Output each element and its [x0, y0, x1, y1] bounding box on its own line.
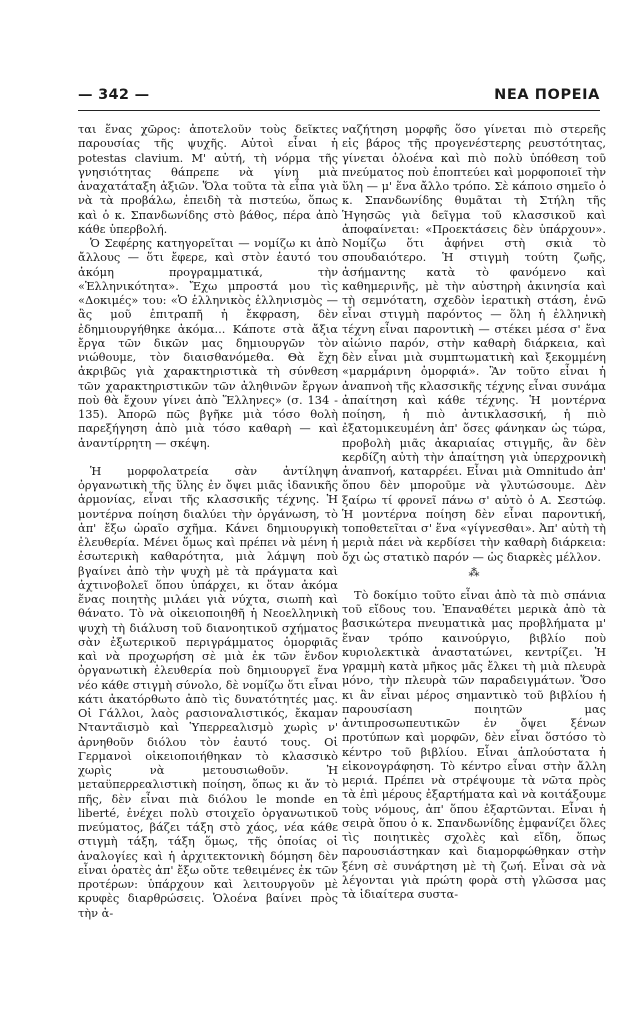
- paragraph: ται ἕνας χῶρος: ἀποτελοῦν τοὺς δεῖκτες παρουσίας τῆς ψυχῆς. Αὐτοὶ εἶναι ἡ potestas clavium. Μ' αὐτή, τὴ νόρμα τῆς γνησιότητας θάπρεπε νὰ γίνη μιὰ ἀναχατάταξη ἀξιῶν. Ὅλα τοῦτα τὰ εἶπα γιὰ νὰ τὰ προβάλω, ἐπειδὴ τὰ πιστεύω, ὅπως καὶ ὁ κ. Σπανδωνίδης στὸ βάθος, πέρα ἀπὸ κάθε ὑπερβολή.: [78, 122, 338, 236]
- page-number: — 342 —: [78, 87, 150, 103]
- paragraph: ναζήτηση μορφῆς ὅσο γίνεται πιὸ στερεῆς εἰς βάρος τῆς προγενέστερης ρευστότητας, γίνεται ὁλοένα καὶ πιὸ πολὺ ὑπόθεση τοῦ πνεύματος ποὺ ἐποπτεύει καὶ μορφοποιεῖ τὴν ὕλη — μ' ἕνα ἄλλο τρόπο. Σὲ κάποιο σημεῖο ὁ κ. Σπανδωνίδης θυμᾶται τὴ Στήλη τῆς Ἡγησῶς γιὰ δεῖγμα τοῦ κλασσικοῦ καὶ ἀποφαίνεται: «Προεκτάσεις δὲν ὑπάρχουν». Νομίζω ὅτι ἀφήνει στὴ σκιὰ τὸ σπουδαιότερο. Ἡ στιγμὴ τούτη ζωῆς, ἀσήμαντης κατὰ τὸ φανόμενο καὶ καθημερινῆς, μὲ τὴν αὐστηρὴ ἀκινησία καὶ τὴ σεμνότατη, σχεδὸν ἱερατικὴ στάση, ἐνῶ εἶναι στιγμὴ παρόντος — ὅλη ἡ ἑλληνικὴ τέχνη εἶναι παροντικὴ — στέκει μέσα σ' ἕνα αἰώνιο παρόν, στὴν καθαρὴ διάρκεια, καὶ δὲν εἶναι μιὰ συμπτωματικὴ καὶ ξεκομμένη «μαρμάρινη ὁμορφιά». Ἂν τοῦτο εἶναι ἡ ἀναπνοὴ τῆς κλασσικῆς τέχνης εἶναι συνάμα ἀπαίτηση καὶ κάθε τέχνης. Ἡ μοντέρνα ποίηση, ἡ πιὸ ἀντικλασσική, ἡ πιὸ ἐξατομικευμένη ἀπ' ὅσες φάνηκαν ὡς τώρα, προβολὴ μιᾶς ἀκαριαίας στιγμῆς, ἂν δὲν κερδίζη αὐτὴ τὴν ἀπαίτηση γιὰ ὑπερχρονικὴ ἀναπνοή, καταρρέει. Εἶναι μιὰ Omnitudo ἀπ' ὅπου δὲν μποροῦμε νὰ γλυτώσουμε. Δὲν ξαίρω τί φρονεῖ πάνω σ' αὐτὸ ὁ Α. Σεστώφ. Ἡ μοντέρνα ποίηση δὲν εἶναι παροντική, τοποθετεῖται σ' ἕνα «γίγνεσθαι». Ἀπ' αὐτὴ τὴ μεριὰ πάει νὰ κερδίσει τὴν καθαρὴ διάρκεια: ὄχι ὡς στατικὸ παρόν — ὡς διαρκὲς μέλλον.: [342, 122, 606, 564]
- left-column: [78, 122, 338, 920]
- header-rule: [78, 110, 600, 111]
- paragraph: Ὁ Σεφέρης κατηγορεῖται — νομίζω κι ἀπὸ ἄλλους — ὅτι ἔφερε, καὶ στὸν ἑαυτό του ἀκόμη προγραμματικά, τὴν «Ἑλληνικότητα». Ἔχω μπροστά μου τὶς «Δοκιμές» του: «Ὁ ἑλληνικὸς ἑλληνισμὸς — ἂς μοῦ ἐπιτραπῆ ἡ ἔκφραση, δὲν ἐδημιουργήθηκε ἀκόμα... Κάποτε στὰ ἄξια ἔργα τῶν δικῶν μας δημιουργῶν τὸν νιώθουμε, τὸν διαισθανόμεθα. Θὰ ἔχη ἀκριβῶς γιὰ χαρακτηριστικὰ τὴ σύνθεση τῶν χαρακτηριστικῶν τῶν ἀληθινῶν ἔργων ποὺ θὰ ἔχουν γίνει ἀπὸ Ἕλληνες» (σ. 134 - 135). Ἀπορῶ πῶς βγῆκε μιὰ τόσο θολὴ παρεξήγηση ἀπὸ μιὰ τόσο καθαρὴ — καὶ ἀναντίρρητη — σκέψη.: [78, 236, 338, 450]
- paragraph-gap: [78, 450, 338, 464]
- page-header: [78, 87, 600, 107]
- paragraph: Τὸ δοκίμιο τοῦτο εἶναι ἀπὸ τὰ πιὸ σπάνια τοῦ εἴδους του. Ἐπαναθέτει μερικὰ ἀπὸ τὰ βασικώτερα πνευματικὰ μας προβλήματα μ' ἕναν τρόπο καινούργιο, βιβλίο ποὺ κυριολεκτικὰ ἀναστατώνει, κεντρίζει. Ἡ γραμμὴ κατὰ μῆκος μᾶς ἔλκει τὴ μιὰ πλευρὰ μόνο, τὴν πλευρὰ τῶν παραδειγμάτων. Ὅσο κι ἂν εἶναι μέρος σημαντικὸ τοῦ βιβλίου ἡ παρουσίαση ποιητῶν μας ἀντιπροσωπευτικῶν ἐν ὄψει ξένων προτύπων καὶ μορφῶν, δὲν εἶναι ὅστόσο τὸ κέντρο τοῦ βιβλίου. Εἶναι ἁπλούστατα ἡ εἰκονογράφηση. Τὸ κέντρο εἶναι στὴν ἄλλη μεριά. Πρέπει νὰ στρέψουμε τὰ νῶτα πρὸς τὰ ἐπὶ μέρους ἐξαρτήματα καὶ νὰ κοιτάξουμε τοὺς νόμους, ἀπ' ὅπου ἐξαρτῶνται. Εἶναι ἡ σειρὰ ὅπου ὁ κ. Σπανδωνίδης ἐμφανίζει ὅλες τὶς ποιητικὲς σχολὲς καὶ εἴδη, ὅπως παρουσιάστηκαν καὶ διαμορφώθηκαν στὴν ξένη σὲ συνάρτηση μὲ τὴ ζωή. Εἶναι σὰ νὰ λέγονται γιὰ πρώτη φορὰ στὴ γλῶσσα μας τὰ ἰδιαίτερα συστα-: [342, 587, 606, 901]
- paragraph: Ἡ μορφολατρεία σὰν ἀντίληψη ὀργανωτικὴ τῆς ὕλης ἐν ὄψει μιᾶς ἰδανικῆς ἁρμονίας, εἶναι τῆς κλασσικῆς τέχνης. Ἡ μοντέρνα ποίηση διαλύει τὴν ὀργάνωση, τὸ ἀπ' ἔξω ὡραῖο σχῆμα. Κάνει δημιουργικὴ ἐλευθερία. Μένει ὅμως καὶ πρέπει νὰ μένη ἡ ἐσωτερικὴ καθαρότητα, μιὰ λάμψη ποὺ βγαίνει ἀπὸ τὴν ψυχὴ μὲ τὰ πράγματα καὶ ἀχτινοβολεῖ ὅπου ὑπάρχει, κι ὅταν ἀκόμα ἕνας ποιητὴς μιλάει γιὰ νύχτα, σιωπὴ καὶ θάνατο. Τὸ νὰ οἰκειοποιηθῆ ἡ Νεοελληνικὴ ψυχὴ τὴ διάλυση τοῦ διανοητικοῦ σχήματος σὰν ἐξωτερικοῦ περιγράμματος ὁμορφιᾶς καὶ νὰ προχωρήση σὲ μιὰ ἐκ τῶν ἔνδον ὀργανωτικὴ ἐλευθερία ποὺ δημιουργεῖ ἕνα νέο κάθε στιγμὴ σύνολο, δὲ νομίζω ὅτι εἶναι κάτι ἀκατόρθωτο ἀπὸ τὶς δυνατότητές μας. Οἱ Γάλλοι, λαὸς ρασιοναλιστικός, ἔκαμαν Νταντα̈ισμὸ καὶ Ὑπερρεαλισμὸ χωρὶς ν' ἀρνηθοῦν διόλου τὸν ἑαυτό τους. Οἱ Γερμανοὶ οἰκειοποιήθηκαν τὸ κλασσικὸ χωρὶς νὰ μετουσιωθοῦν. Ἡ μεταϋπερρεαλιστικὴ ποίηση, ὅπως κι ἄν τὸ πῆς, δὲν εἶναι πιὰ διόλου le monde en liberté, ἐνέχει πολὺ στοιχεῖο ὀργανωτικοῦ πνεύματος, βάζει τάξη στὸ χάος, νέα κάθε στιγμὴ τάξη, τάξη ὅμως, τῆς ὁποίας οἱ ἀναλογίες καὶ ἡ ἀρχιτεκτονικὴ δόμηση δὲν εἶναι ὁρατὲς ἀπ' ἔξω οὔτε τεθειμένες ἐκ τῶν προτέρων: ὑπάρχουν καὶ λειτουργοῦν μὲ κρυφὲς διαρθρώσεις. Ὁλοένα βαίνει πρὸς τὴν ἀ-: [78, 463, 338, 920]
- journal-title: ΝΕΑ ΠΟΡΕΙΑ: [494, 87, 600, 103]
- section-ornament: ⁂: [468, 565, 480, 579]
- right-column: [342, 122, 606, 901]
